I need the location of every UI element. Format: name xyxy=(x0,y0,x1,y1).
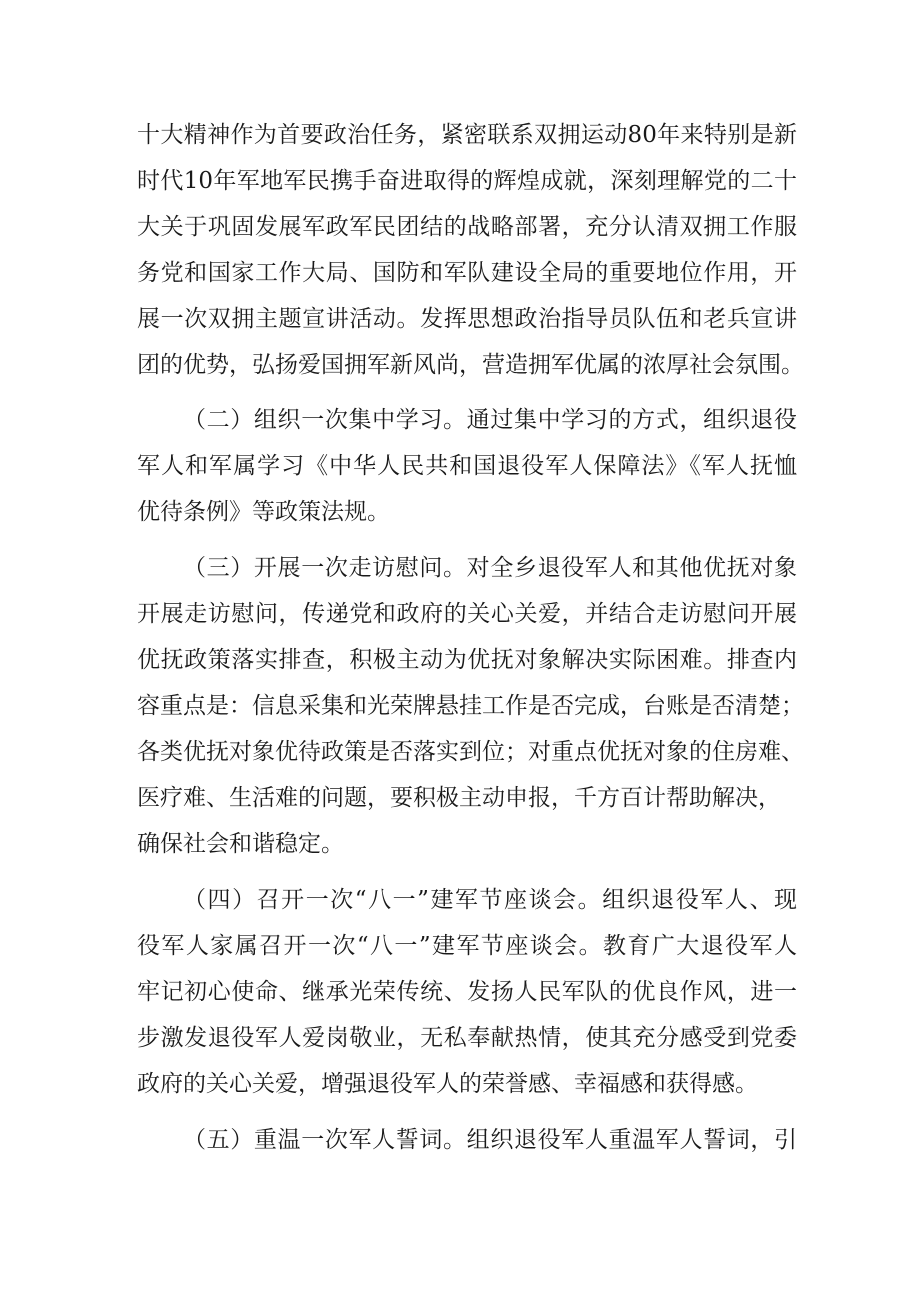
text-line: 务党和国家工作大局、国防和军队建设全局的重要地位作用，开 xyxy=(137,260,797,286)
text-line: 十大精神作为首要政治任务，紧密联系双拥运动80年来特别是新 xyxy=(137,122,797,148)
text-line: （五）重温一次军人誓词。组织退役军人重温军人誓词，引 xyxy=(183,1127,797,1153)
text-line: 时代10年军地军民携手奋进取得的辉煌成就，深刻理解党的二十 xyxy=(137,168,797,194)
text-line: （二）组织一次集中学习。通过集中学习的方式，组织退役 xyxy=(183,407,797,433)
text-line: （四）召开一次“八一”建军节座谈会。组织退役军人、现 xyxy=(183,887,797,913)
text-line: 步激发退役军人爱岗敬业，无私奉献热情，使其充分感受到党委 xyxy=(137,1025,797,1051)
text-line: 牢记初心使命、继承光荣传统、发扬人民军队的优良作风，进一 xyxy=(137,979,797,1005)
text-line: 优抚政策落实排查，积极主动为优抚对象解决实际困难。排查内 xyxy=(137,647,797,673)
text-line: 容重点是：信息采集和光荣牌悬挂工作是否完成，台账是否清楚； xyxy=(137,693,804,719)
text-line: 政府的关心关爱，增强退役军人的荣誉感、幸福感和获得感。 xyxy=(137,1071,758,1097)
text-line: （三）开展一次走访慰问。对全乡退役军人和其他优抚对象 xyxy=(183,555,797,581)
text-line: 军人和军属学习《中华人民共和国退役军人保障法》《军人抚恤 xyxy=(137,453,797,479)
text-line: 确保社会和谐稳定。 xyxy=(137,831,344,857)
text-line: 医疗难、生活难的问题，要积极主动申报，千方百计帮助解决， xyxy=(137,785,781,811)
text-line: 役军人家属召开一次“八一”建军节座谈会。教育广大退役军人 xyxy=(137,933,797,959)
text-line: 团的优势，弘扬爱国拥军新风尚，营造拥军优属的浓厚社会氛围。 xyxy=(137,352,804,378)
text-line: 展一次双拥主题宣讲活动。发挥思想政治指导员队伍和老兵宣讲 xyxy=(137,306,797,332)
text-line: 各类优抚对象优待政策是否落实到位；对重点优抚对象的住房难、 xyxy=(137,739,804,765)
text-line: 开展走访慰问，传递党和政府的关心关爱，并结合走访慰问开展 xyxy=(137,601,797,627)
text-line: 大关于巩固发展军政军民团结的战略部署，充分认清双拥工作服 xyxy=(137,214,797,240)
text-line: 优待条例》等政策法规。 xyxy=(137,499,390,525)
